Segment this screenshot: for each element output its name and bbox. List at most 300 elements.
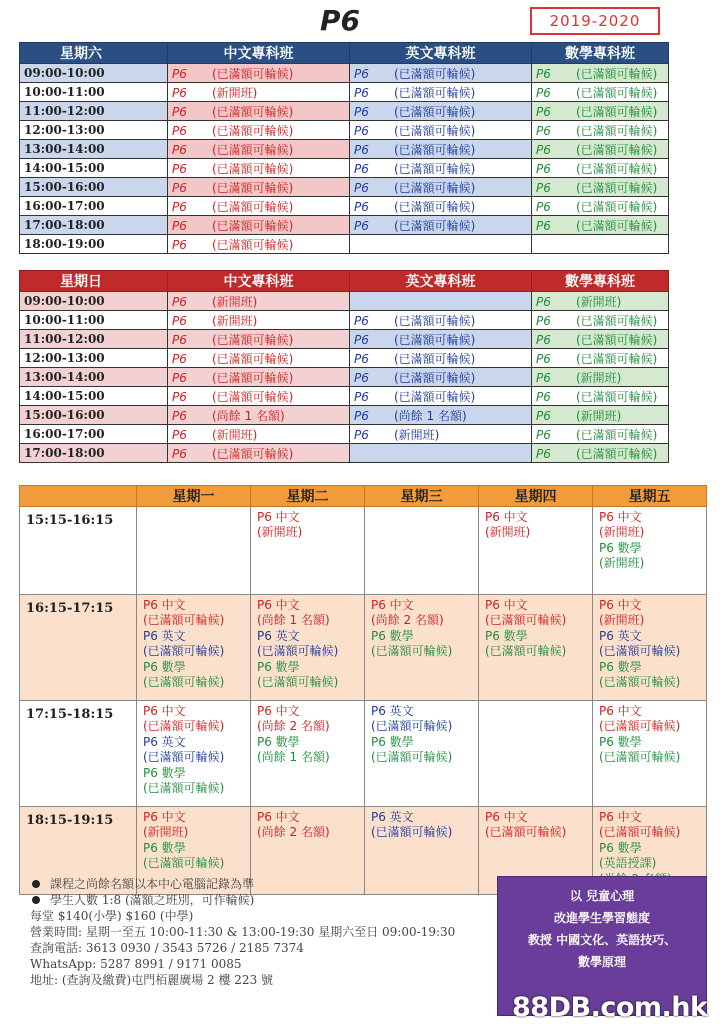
note-bullet: 學生人數 1:8 (滿額之班別，可作輪候) [30,892,455,908]
level-label: P6 [536,294,551,309]
class-cell [532,235,669,254]
status-label: (已滿額可輪候) [576,427,658,442]
class-cell [168,349,350,368]
level-label: P6 [172,85,187,100]
time-slot: 17:00-18:00 [20,444,168,463]
status-label: (已滿額可輪候) [394,123,476,138]
status-label: (已滿額可輪候) [394,85,476,100]
class-entry: (新開班) [257,525,303,540]
class-entry: P6 數學 [371,628,414,643]
class-cell [168,64,350,83]
class-cell [168,425,350,444]
level-label: P6 [354,313,369,328]
class-entry: P6 中文 [257,704,300,718]
status-label: (新開班) [212,313,258,328]
class-cell [532,444,669,463]
class-entry: P6 中文 [599,810,642,824]
level-label: P6 [172,427,187,442]
class-entry: P6 數學 [143,840,186,855]
class-entry: P6 中文 [257,810,300,824]
whatsapp-line: WhatsApp: 5287 8991 / 9171 0085 [30,957,242,971]
class-entry: P6 數學 [257,734,300,749]
level-label: P6 [536,123,551,138]
class-entry: P6 英文 [143,734,186,749]
class-entry: (已滿額可輪候) [485,613,567,628]
level-label: P6 [354,332,369,347]
class-cell [168,330,350,349]
class-cell [532,406,669,425]
status-label: (已滿額可輪候) [212,161,294,176]
class-entry: (已滿額可輪候) [257,644,339,659]
page-title: P6 [320,4,361,37]
level-label: P6 [536,218,551,233]
class-entry: (已滿額可輪候) [143,719,225,734]
time-slot: 10:00-11:00 [20,311,168,330]
timetable-row [20,102,669,121]
class-cell [532,102,669,121]
status-label: (已滿額可輪候) [212,218,294,233]
class-entry: (已滿額可輪候) [599,825,681,840]
class-entry: P6 數學 [257,659,300,674]
class-cell [532,368,669,387]
timetable-row [20,178,669,197]
watermark-logo: 88DB.com.hk [512,992,708,1023]
level-label: P6 [172,218,187,233]
class-entry: (已滿額可輪候) [371,825,453,840]
class-entry: P6 數學 [143,659,186,674]
status-label: (已滿額可輪候) [394,199,476,214]
timetable-row [20,368,669,387]
class-cell [350,64,532,83]
class-cell [350,216,532,235]
class-cell [251,595,365,701]
status-label: (新開班) [576,294,622,309]
promo-line: 以 兒童心理 [569,889,635,903]
level-label: P6 [354,351,369,366]
class-cell [532,121,669,140]
status-label: (已滿額可輪候) [212,142,294,157]
time-slot: 13:00-14:00 [20,368,168,387]
status-label: (已滿額可輪候) [394,218,476,233]
weekday-header: 星期五 [593,486,707,507]
timetable-row [20,425,669,444]
level-label: P6 [172,294,187,309]
class-entry: (已滿額可輪候) [485,825,567,840]
timetable-row [20,444,669,463]
level-label: P6 [172,66,187,81]
class-entry: P6 數學 [599,840,642,855]
class-cell [168,311,350,330]
level-label: P6 [536,161,551,176]
fee-line: 每堂 $140(小學) $160 (中學) [30,909,194,923]
status-label: (新開班) [212,85,258,100]
class-entry: (新開班) [485,525,531,540]
level-label: P6 [354,85,369,100]
status-label: (已滿額可輪候) [576,332,658,347]
level-label: P6 [172,351,187,366]
weekday-header: 星期三 [365,486,479,507]
level-label: P6 [354,123,369,138]
level-label: P6 [536,389,551,404]
status-label: (已滿額可輪候) [576,161,658,176]
sunday-timetable [19,270,669,463]
class-entry: P6 中文 [485,510,528,524]
status-label: (已滿額可輪候) [394,142,476,157]
status-label: (已滿額可輪候) [576,218,658,233]
time-slot: 18:15-19:15 [20,807,137,895]
class-cell [168,140,350,159]
status-label: (已滿額可輪候) [394,180,476,195]
class-cell [251,507,365,595]
timetable-row [20,216,669,235]
time-slot: 14:00-15:00 [20,387,168,406]
time-slot: 17:15-18:15 [20,701,137,807]
subject-header: 中文專科班 [168,271,350,292]
timetable-row [20,197,669,216]
class-cell [168,159,350,178]
status-label: (已滿額可輪候) [212,389,294,404]
weekday-timetable [19,485,707,895]
day-header: 星期六 [20,43,168,64]
promo-line: 改進學生學習態度 [553,911,650,925]
class-cell [365,595,479,701]
status-label: (已滿額可輪候) [212,180,294,195]
class-cell [168,102,350,121]
class-entry: (已滿額可輪候) [599,675,681,690]
class-entry: (尚餘 2 名額) [257,825,330,840]
address-line: 地址: (查詢及繳費)屯門栢麗廣場 2 樓 223 號 [30,973,274,987]
time-slot: 18:00-19:00 [20,235,168,254]
class-entry: P6 英文 [257,628,300,643]
timetable-row [20,83,669,102]
class-cell [532,159,669,178]
class-cell [532,216,669,235]
class-entry: P6 英文 [371,810,414,824]
time-slot: 15:00-16:00 [20,406,168,425]
class-entry: (已滿額可輪候) [599,644,681,659]
status-label: (已滿額可輪候) [576,446,658,461]
class-cell [350,197,532,216]
class-entry: (已滿額可輪候) [143,750,225,765]
class-cell [168,178,350,197]
level-label: P6 [172,180,187,195]
promo-line: 數學原理 [577,955,626,969]
time-slot: 10:00-11:00 [20,83,168,102]
status-label: (已滿額可輪候) [576,351,658,366]
class-cell [168,197,350,216]
class-cell [350,330,532,349]
status-label: (新開班) [394,427,440,442]
level-label: P6 [172,237,187,252]
time-slot: 16:00-17:00 [20,425,168,444]
class-entry: (已滿額可輪候) [143,644,225,659]
timetable-row [20,292,669,311]
class-entry: P6 數學 [599,540,642,555]
status-label: (已滿額可輪候) [212,351,294,366]
promo-line: 教授 中國文化、英語技巧、 [527,933,677,947]
class-entry: P6 數學 [599,659,642,674]
class-cell [350,292,532,311]
level-label: P6 [536,313,551,328]
class-cell [350,140,532,159]
class-entry: P6 中文 [257,510,300,524]
phone-line: 查詢電話: 3613 0930 / 3543 5726 / 2185 7374 [30,941,304,955]
time-slot: 15:00-16:00 [20,178,168,197]
class-entry: (尚餘 1 名額) [257,750,330,765]
class-cell [137,595,251,701]
time-slot: 12:00-13:00 [20,349,168,368]
class-entry: P6 數學 [485,628,528,643]
class-cell [350,83,532,102]
class-cell [532,140,669,159]
status-label: (已滿額可輪候) [394,351,476,366]
class-entry: P6 中文 [143,810,186,824]
class-cell [168,387,350,406]
status-label: (已滿額可輪候) [576,199,658,214]
class-cell [479,595,593,701]
level-label: P6 [172,389,187,404]
class-entry: P6 中文 [143,598,186,612]
class-entry: P6 中文 [599,598,642,612]
status-label: (已滿額可輪候) [212,237,294,252]
level-label: P6 [172,408,187,423]
time-slot: 15:15-16:15 [20,507,137,595]
class-cell [532,178,669,197]
level-label: P6 [354,427,369,442]
status-label: (已滿額可輪候) [212,104,294,119]
level-label: P6 [536,408,551,423]
level-label: P6 [536,85,551,100]
class-cell [532,292,669,311]
time-slot: 16:00-17:00 [20,197,168,216]
class-cell [137,507,251,595]
class-entry: (新開班) [599,613,645,628]
class-cell [593,595,707,701]
weekday-row [20,701,707,807]
class-cell [168,406,350,425]
class-cell [350,121,532,140]
class-cell [168,216,350,235]
class-entry: P6 數學 [371,734,414,749]
time-slot: 12:00-13:00 [20,121,168,140]
class-cell [532,311,669,330]
level-label: P6 [536,142,551,157]
status-label: (已滿額可輪候) [394,66,476,81]
status-label: (已滿額可輪候) [576,85,658,100]
class-entry: (已滿額可輪候) [257,675,339,690]
level-label: P6 [354,66,369,81]
class-entry: P6 中文 [257,598,300,612]
status-label: (已滿額可輪候) [576,66,658,81]
status-label: (已滿額可輪候) [576,389,658,404]
class-entry: (新開班) [143,825,189,840]
status-label: (尚餘 1 名額) [394,408,467,423]
level-label: P6 [536,199,551,214]
class-cell [593,507,707,595]
class-cell [365,507,479,595]
class-cell [365,701,479,807]
time-slot: 11:00-12:00 [20,330,168,349]
timetable-row [20,330,669,349]
note-bullet: 課程之尚餘名額以本中心電腦記錄為準 [30,876,455,892]
level-label: P6 [172,313,187,328]
class-cell [350,235,532,254]
class-cell [350,178,532,197]
class-cell [137,701,251,807]
class-entry: (已滿額可輪候) [143,613,225,628]
class-entry: (已滿額可輪候) [599,719,681,734]
time-slot: 17:00-18:00 [20,216,168,235]
school-year-badge: 2019-2020 [530,7,660,35]
level-label: P6 [172,161,187,176]
timetable-row [20,311,669,330]
time-slot: 09:00-10:00 [20,292,168,311]
timetable-row [20,140,669,159]
level-label: P6 [536,104,551,119]
class-entry: (已滿額可輪候) [485,644,567,659]
time-slot: 14:00-15:00 [20,159,168,178]
class-entry: P6 中文 [143,704,186,718]
class-entry: (已滿額可輪候) [371,719,453,734]
level-label: P6 [172,332,187,347]
level-label: P6 [172,104,187,119]
class-entry: P6 中文 [599,510,642,524]
timetable-row [20,406,669,425]
class-entry: (已滿額可輪候) [143,781,225,796]
subject-header: 數學專科班 [532,271,669,292]
class-entry: (英語授課) [599,856,657,871]
class-entry: (已滿額可輪候) [143,675,225,690]
level-label: P6 [354,199,369,214]
timetable-row [20,121,669,140]
class-cell [532,83,669,102]
time-slot: 16:15-17:15 [20,595,137,701]
class-cell [350,368,532,387]
level-label: P6 [354,180,369,195]
class-cell [350,311,532,330]
weekday-header: 星期二 [251,486,365,507]
saturday-timetable [19,42,669,254]
day-header: 星期日 [20,271,168,292]
class-cell [532,330,669,349]
subject-header: 英文專科班 [350,43,532,64]
class-cell [168,121,350,140]
weekday-header: 星期一 [137,486,251,507]
class-cell [350,102,532,121]
class-entry: P6 中文 [485,810,528,824]
class-cell [251,701,365,807]
subject-header: 數學專科班 [532,43,669,64]
class-cell [532,197,669,216]
class-cell [350,349,532,368]
hours-line: 營業時間: 星期一至五 10:00-11:30 & 13:00-19:30 星期六至日 09:00-19:30 [30,925,456,939]
time-slot: 09:00-10:00 [20,64,168,83]
class-entry: (新開班) [599,556,645,571]
class-cell [350,387,532,406]
level-label: P6 [172,199,187,214]
weekday-row [20,595,707,701]
corner-header [20,486,137,507]
class-entry: P6 數學 [599,734,642,749]
status-label: (新開班) [576,408,622,423]
status-label: (新開班) [576,370,622,385]
timetable-row [20,387,669,406]
class-cell [168,83,350,102]
level-label: P6 [172,123,187,138]
class-cell [350,159,532,178]
status-label: (已滿額可輪候) [394,370,476,385]
timetable-row [20,64,669,83]
class-cell [168,292,350,311]
weekday-row [20,507,707,595]
class-cell [168,235,350,254]
timetable-row [20,349,669,368]
class-entry: P6 英文 [143,628,186,643]
class-entry: (已滿額可輪候) [143,856,225,871]
status-label: (已滿額可輪候) [212,332,294,347]
status-label: (新開班) [212,427,258,442]
class-entry: P6 中文 [371,598,414,612]
level-label: P6 [354,408,369,423]
class-cell [593,701,707,807]
level-label: P6 [536,332,551,347]
class-cell [479,507,593,595]
status-label: (已滿額可輪候) [576,142,658,157]
status-label: (已滿額可輪候) [394,313,476,328]
time-slot: 13:00-14:00 [20,140,168,159]
subject-header: 中文專科班 [168,43,350,64]
class-entry: (尚餘 2 名額) [257,719,330,734]
level-label: P6 [172,446,187,461]
status-label: (已滿額可輪候) [394,332,476,347]
level-label: P6 [536,351,551,366]
timetable-row [20,235,669,254]
status-label: (已滿額可輪候) [212,123,294,138]
status-label: (已滿額可輪候) [576,313,658,328]
status-label: (已滿額可輪候) [212,370,294,385]
class-entry: (尚餘 1 名額) [257,613,330,628]
weekday-header: 星期四 [479,486,593,507]
class-entry: P6 中文 [485,598,528,612]
class-cell [350,406,532,425]
level-label: P6 [354,161,369,176]
class-cell [532,387,669,406]
status-label: (已滿額可輪候) [212,66,294,81]
status-label: (已滿額可輪候) [576,180,658,195]
status-label: (已滿額可輪候) [394,389,476,404]
class-cell [479,701,593,807]
level-label: P6 [536,370,551,385]
subject-header: 英文專科班 [350,271,532,292]
timetable-row [20,159,669,178]
class-entry: (已滿額可輪候) [371,644,453,659]
class-entry: P6 數學 [143,765,186,780]
level-label: P6 [536,446,551,461]
class-cell [350,425,532,444]
class-cell [168,368,350,387]
class-cell [350,444,532,463]
status-label: (已滿額可輪候) [394,104,476,119]
status-label: (已滿額可輪候) [576,104,658,119]
status-label: (已滿額可輪候) [576,123,658,138]
level-label: P6 [354,104,369,119]
status-label: (已滿額可輪候) [212,199,294,214]
level-label: P6 [536,66,551,81]
status-label: (新開班) [212,294,258,309]
time-slot: 11:00-12:00 [20,102,168,121]
class-entry: (尚餘 2 名額) [371,613,444,628]
level-label: P6 [172,370,187,385]
